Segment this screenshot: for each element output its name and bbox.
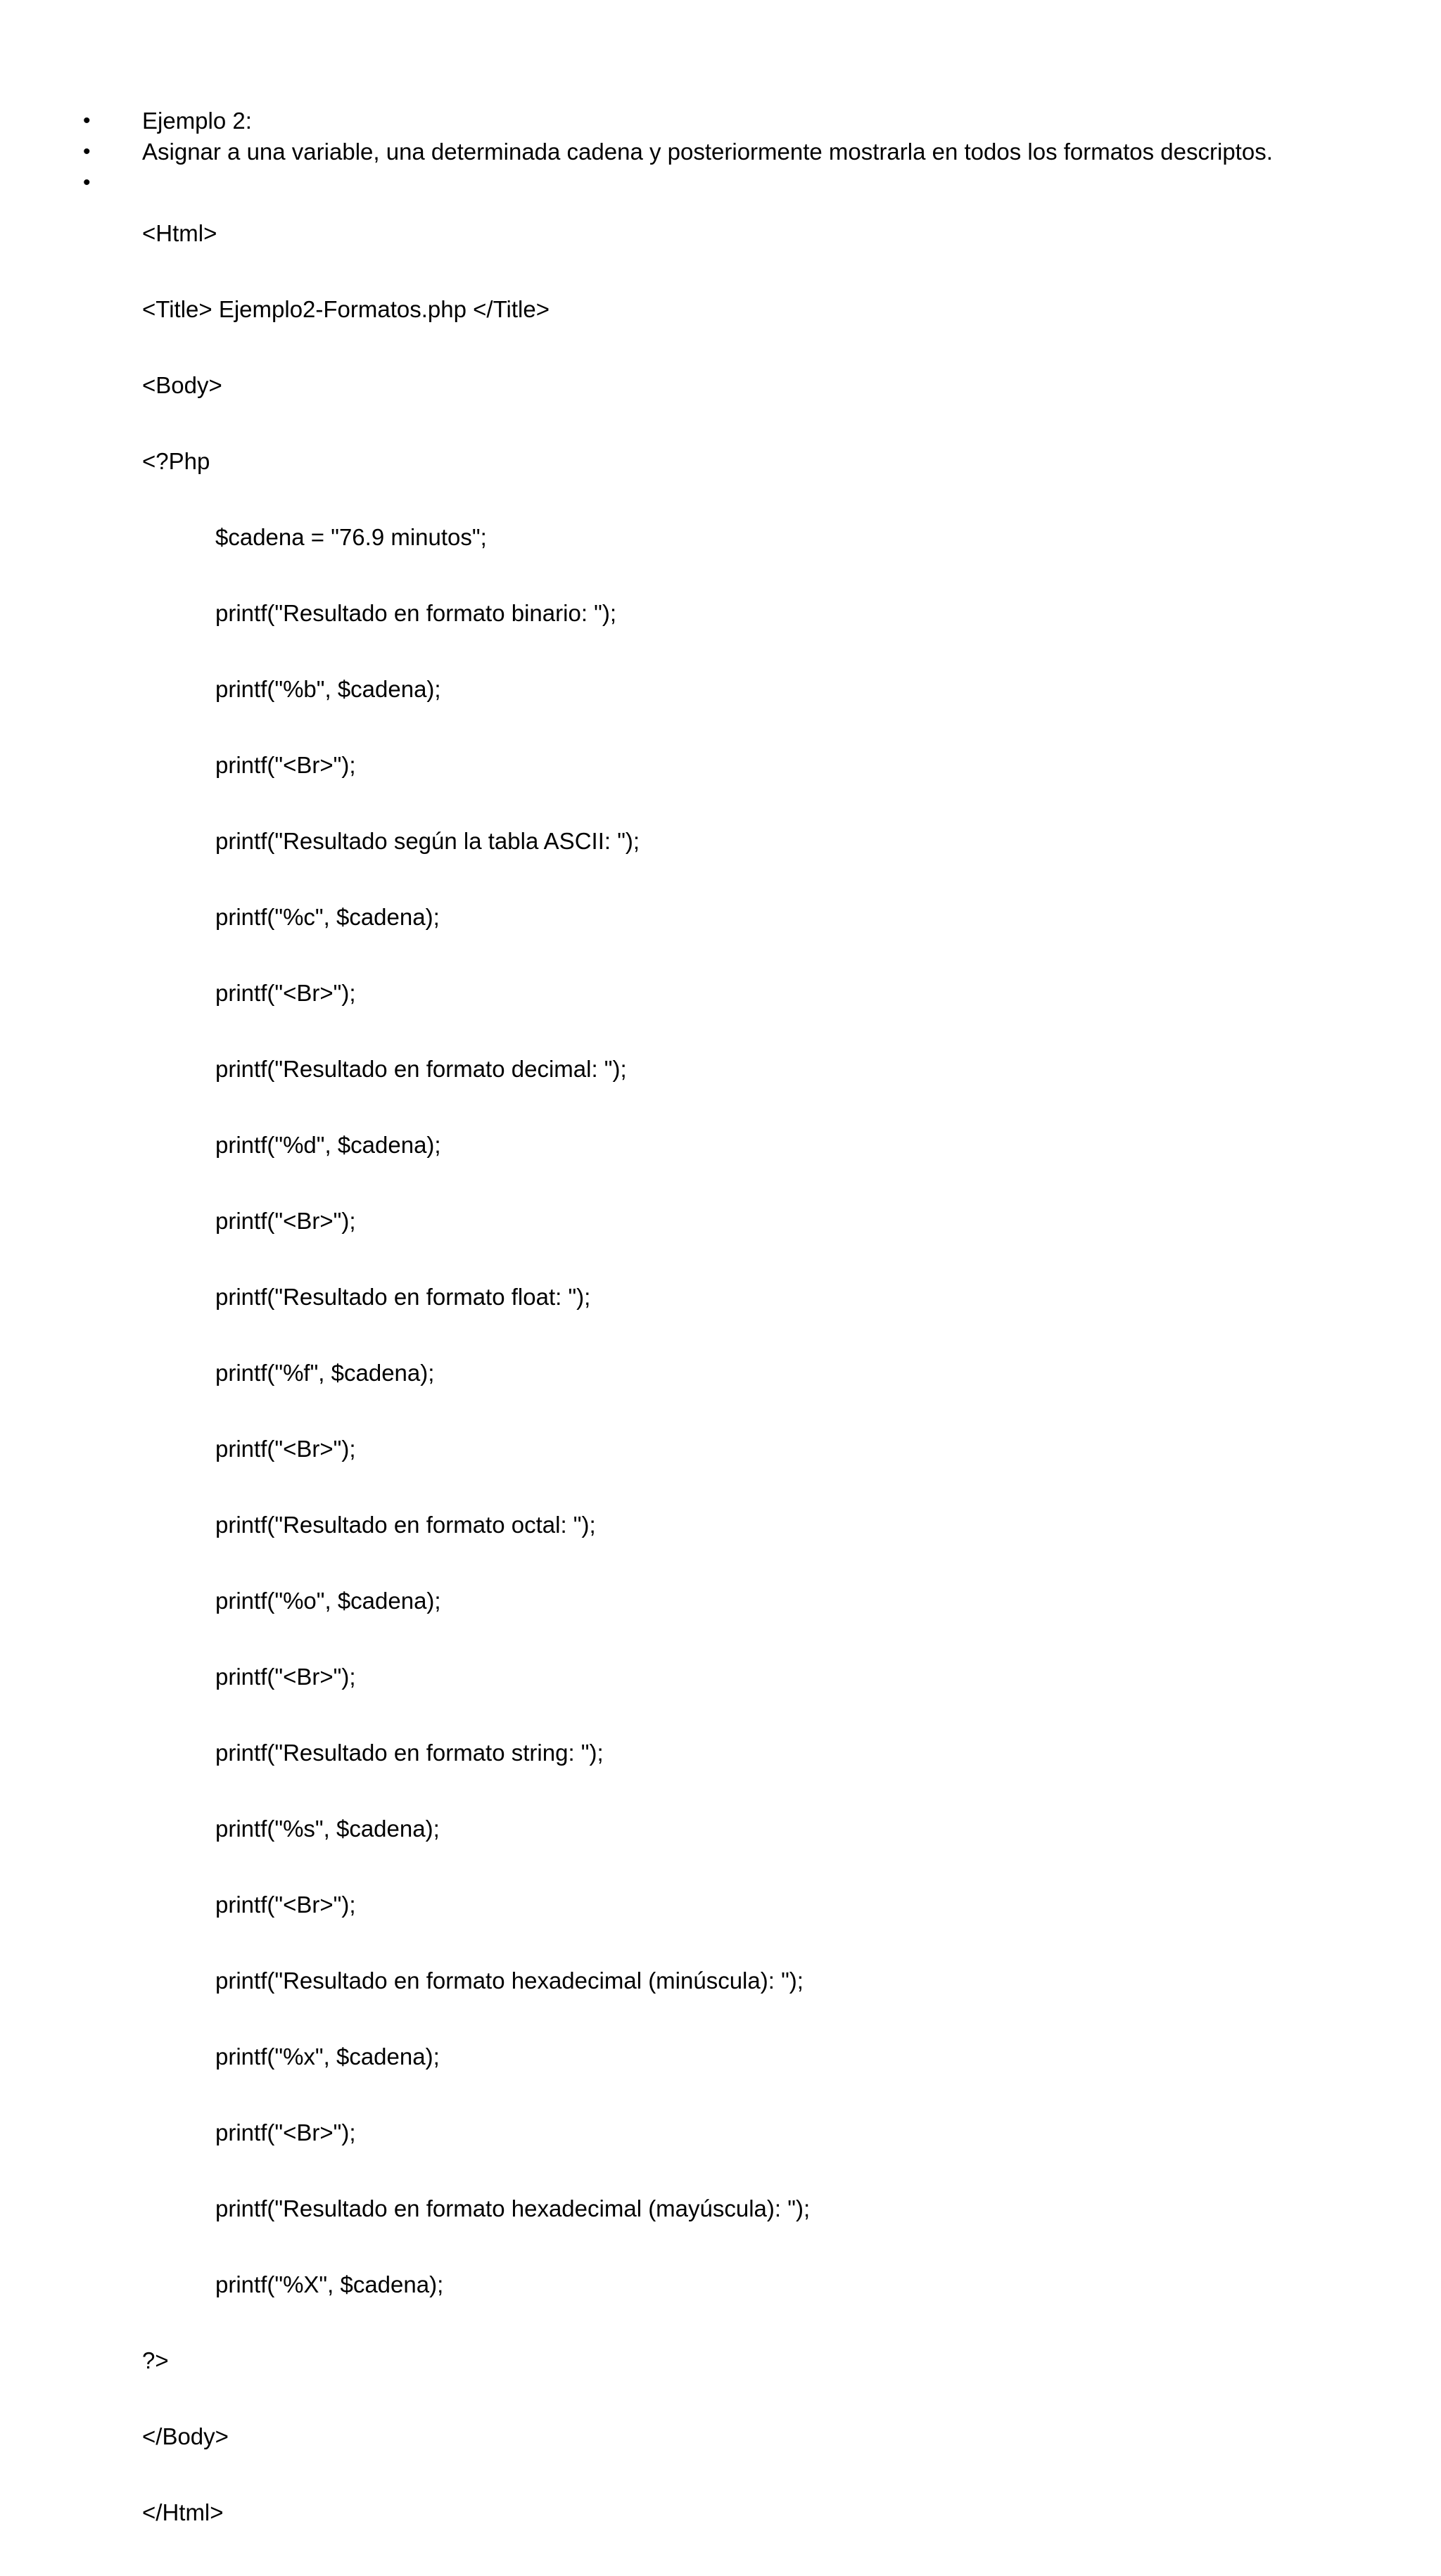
code-block — [142, 167, 1392, 2576]
bullet-dot-icon: • — [83, 171, 91, 194]
code-line: <?Php — [142, 448, 210, 474]
code-line: printf("<Br>"); — [215, 1892, 356, 1918]
code-line: printf("%X", $cadena); — [215, 2271, 444, 2297]
bullet-dot-icon: • — [83, 109, 91, 132]
code-line: printf("Resultado según la tabla ASCII: "); — [215, 828, 640, 854]
code-line: printf("<Br>"); — [215, 1664, 356, 1690]
bullet-text: Ejemplo 2: — [142, 108, 252, 134]
code-line: printf("%b", $cadena); — [215, 676, 441, 702]
bullet-dot-icon: • — [83, 140, 91, 163]
bullet-item-description — [83, 136, 1392, 167]
code-line: <Body> — [142, 372, 222, 398]
code-line: printf("Resultado en formato octal: "); — [215, 1512, 596, 1538]
code-line: printf("%d", $cadena); — [215, 1132, 441, 1158]
code-line: $cadena = "76.9 minutos"; — [215, 524, 487, 550]
code-line: ?> — [142, 2347, 169, 2373]
bullet-list — [83, 106, 1392, 2576]
bullet-item-title — [83, 106, 1392, 136]
code-line: printf("%c", $cadena); — [215, 904, 440, 930]
code-line: <Html> — [142, 220, 217, 246]
bullet-text: Asignar a una variable, una determinada cadena y posteriormente mostrarla en todos los formatos descriptos. — [142, 139, 1273, 165]
code-line: printf("Resultado en formato float: "); — [215, 1284, 591, 1310]
code-line: printf("<Br>"); — [215, 752, 356, 778]
code-line: printf("Resultado en formato decimal: "); — [215, 1056, 627, 1082]
code-line: <Title> Ejemplo2-Formatos.php </Title> — [142, 296, 550, 322]
code-line: printf("Resultado en formato hexadecimal (minúscula): "); — [215, 1968, 804, 1994]
code-line: printf("<Br>"); — [215, 1436, 356, 1462]
code-line: printf("<Br>"); — [215, 1208, 356, 1234]
code-line: printf("%f", $cadena); — [215, 1360, 435, 1386]
code-line: printf("Resultado en formato hexadecimal (mayúscula): "); — [215, 2195, 811, 2221]
code-line: printf("%o", $cadena); — [215, 1588, 441, 1614]
code-line: printf("Resultado en formato binario: "); — [215, 600, 617, 626]
code-line: printf("<Br>"); — [215, 2119, 356, 2145]
code-line: printf("Resultado en formato string: "); — [215, 1740, 604, 1766]
code-line: printf("<Br>"); — [215, 980, 356, 1006]
code-line: printf("%x", $cadena); — [215, 2043, 440, 2070]
code-line: </Html> — [142, 2499, 224, 2525]
bullet-item-code — [83, 167, 1392, 2576]
code-line: </Body> — [142, 2423, 229, 2449]
code-line: printf("%s", $cadena); — [215, 1816, 440, 1842]
